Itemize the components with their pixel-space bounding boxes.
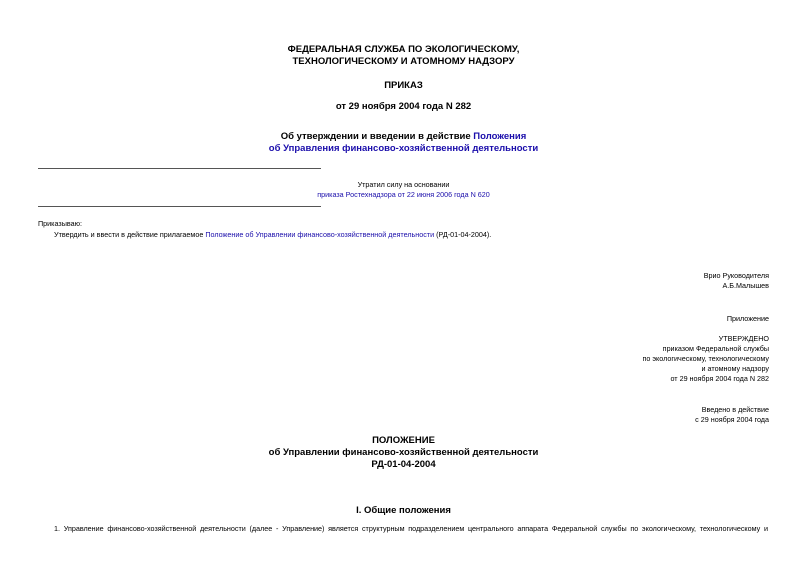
agency-name bbox=[0, 44, 807, 68]
title-prefix: Об утверждении и введении в действие bbox=[280, 131, 474, 142]
regulation-link-part1[interactable]: Положения bbox=[473, 131, 527, 142]
order-text-suffix: (РД-01-04-2004). bbox=[434, 230, 492, 239]
status-note-text: Утратил силу на основании bbox=[357, 180, 450, 189]
regulation-title: ПОЛОЖЕНИЕ bbox=[372, 435, 435, 446]
approval-block bbox=[642, 334, 769, 384]
regulation-link-part2[interactable]: об Управления финансово-хозяйственной деятельности bbox=[268, 143, 539, 154]
appendix-label: Приложение bbox=[726, 314, 769, 323]
approval-line2: по экологическому, технологическому bbox=[642, 354, 769, 363]
document-title bbox=[0, 131, 807, 155]
approval-line1: приказом Федеральной службы bbox=[662, 344, 769, 353]
signature-block bbox=[704, 271, 769, 291]
approval-line4: от 29 ноября 2004 года N 282 bbox=[670, 374, 769, 383]
status-note bbox=[0, 180, 807, 200]
regulation-heading bbox=[0, 435, 807, 471]
approval-line3: и атомному надзору bbox=[701, 364, 769, 373]
regulation-link-body[interactable]: Положение об Управлении финансово-хозяйственной деятельности bbox=[205, 230, 435, 239]
order-text-prefix: Утвердить и ввести в действие прилагаемое bbox=[54, 230, 206, 239]
separator-rule-top bbox=[38, 168, 321, 169]
document-type: ПРИКАЗ bbox=[384, 80, 423, 91]
document-date: от 29 ноября 2004 года N 282 bbox=[335, 101, 472, 112]
signatory-position: Врио Руководителя bbox=[703, 271, 769, 280]
repeal-order-link[interactable]: приказа Ростехнадзора от 22 июня 2006 года N 620 bbox=[317, 190, 490, 199]
order-intro: Приказываю: bbox=[38, 219, 82, 228]
effective-line2: с 29 ноября 2004 года bbox=[695, 415, 769, 424]
separator-rule-bottom bbox=[38, 206, 321, 207]
regulation-code: РД-01-04-2004 bbox=[371, 459, 436, 470]
effective-line1: Введено в действие bbox=[701, 405, 769, 414]
agency-name-line1: ФЕДЕРАЛЬНАЯ СЛУЖБА ПО ЭКОЛОГИЧЕСКОМУ, bbox=[287, 44, 520, 55]
agency-name-line2: ТЕХНОЛОГИЧЕСКОМУ И АТОМНОМУ НАДЗОРУ bbox=[292, 56, 515, 67]
regulation-subtitle: об Управлении финансово-хозяйственной деятельности bbox=[268, 447, 539, 458]
effective-date-block bbox=[695, 405, 769, 425]
paragraph-1: 1. Управление финансово-хозяйственной деятельности (далее - Управление) является структурным подразделением центрального аппарата Федеральной службы по экологическому, технологическому и bbox=[54, 524, 768, 533]
section-heading: I. Общие положения bbox=[356, 505, 451, 516]
order-text bbox=[54, 230, 491, 240]
signatory-name: А.Б.Малышев bbox=[722, 281, 769, 290]
document-title-line1 bbox=[0, 131, 807, 143]
approval-stamp: УТВЕРЖДЕНО bbox=[718, 334, 769, 343]
